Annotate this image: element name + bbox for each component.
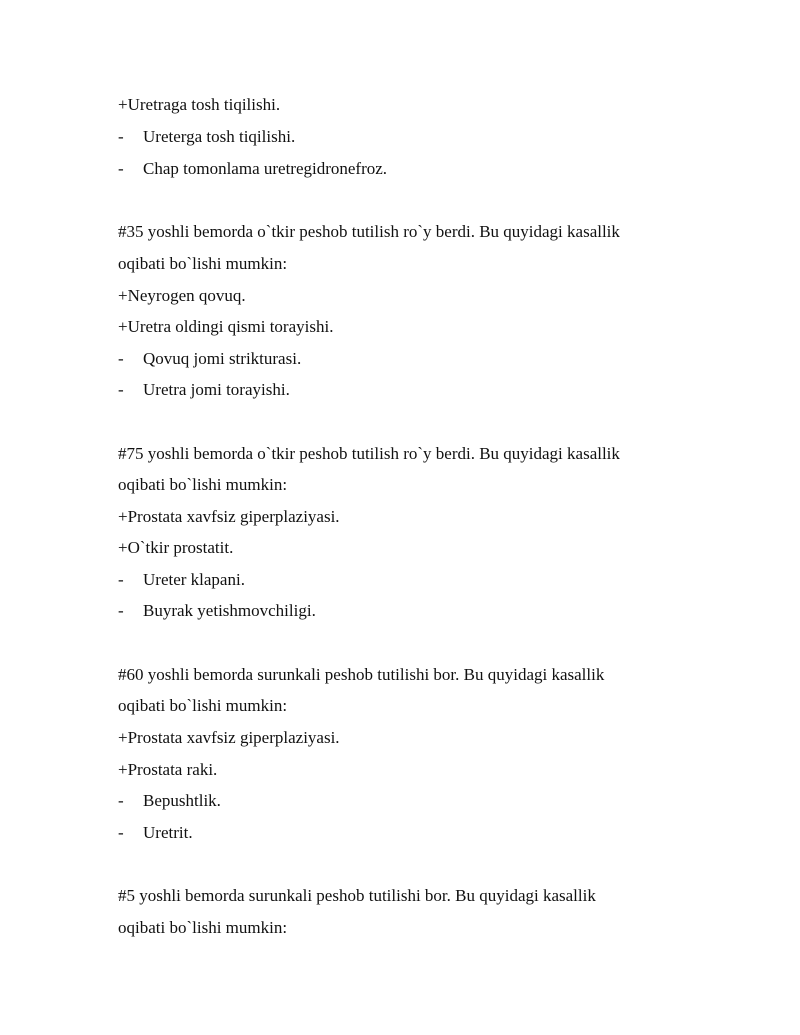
answer-text: Ureter klapani. — [143, 570, 245, 589]
answer-wrong — [118, 570, 245, 590]
question-text: #35 yoshli bemorda o`tkir peshob tutilish ro`y berdi. Bu quyidagi kasallik — [118, 222, 620, 241]
question-text: oqibati bo`lishi mumkin: — [118, 475, 288, 494]
answer-text: Buyrak yetishmovchiligi. — [143, 601, 316, 620]
answer-wrong — [118, 127, 295, 147]
question-text: oqibati bo`lishi mumkin: — [118, 254, 288, 273]
question-text: oqibati bo`lishi mumkin: — [118, 696, 288, 715]
answer-correct: +Prostata xavfsiz giperplaziyasi. — [118, 507, 340, 526]
answer-wrong — [118, 823, 193, 843]
answer-correct: +Prostata raki. — [118, 760, 218, 779]
dash-marker: - — [118, 159, 124, 178]
question-text: #60 yoshli bemorda surunkali peshob tutilishi bor. Bu quyidagi kasallik — [118, 665, 605, 684]
answer-text: Uretra jomi torayishi. — [143, 380, 290, 399]
answer-text: Bepushtlik. — [143, 791, 221, 810]
answer-correct: +Uretraga tosh tiqilishi. — [118, 95, 281, 114]
answer-wrong — [118, 791, 221, 811]
question-text: oqibati bo`lishi mumkin: — [118, 918, 288, 937]
dash-marker: - — [118, 380, 124, 399]
answer-wrong — [118, 349, 301, 369]
question-text: #5 yoshli bemorda surunkali peshob tutilishi bor. Bu quyidagi kasallik — [118, 886, 596, 905]
dash-marker: - — [118, 601, 124, 620]
answer-wrong — [118, 159, 387, 179]
answer-text: Uretrit. — [143, 823, 193, 842]
answer-correct: +O`tkir prostatit. — [118, 538, 234, 557]
dash-marker: - — [118, 570, 124, 589]
question-text: #75 yoshli bemorda o`tkir peshob tutilish ro`y berdi. Bu quyidagi kasallik — [118, 444, 620, 463]
answer-correct: +Neyrogen qovuq. — [118, 286, 246, 305]
answer-correct: +Uretra oldingi qismi torayishi. — [118, 317, 334, 336]
answer-text: Qovuq jomi strikturasi. — [143, 349, 302, 368]
answer-wrong — [118, 380, 290, 400]
dash-marker: - — [118, 823, 124, 842]
dash-marker: - — [118, 791, 124, 810]
answer-text: Ureterga tosh tiqilishi. — [143, 127, 296, 146]
answer-text: Chap tomonlama uretregidronefroz. — [143, 159, 388, 178]
answer-correct: +Prostata xavfsiz giperplaziyasi. — [118, 728, 340, 747]
dash-marker: - — [118, 127, 124, 146]
dash-marker: - — [118, 349, 124, 368]
answer-wrong — [118, 601, 316, 621]
